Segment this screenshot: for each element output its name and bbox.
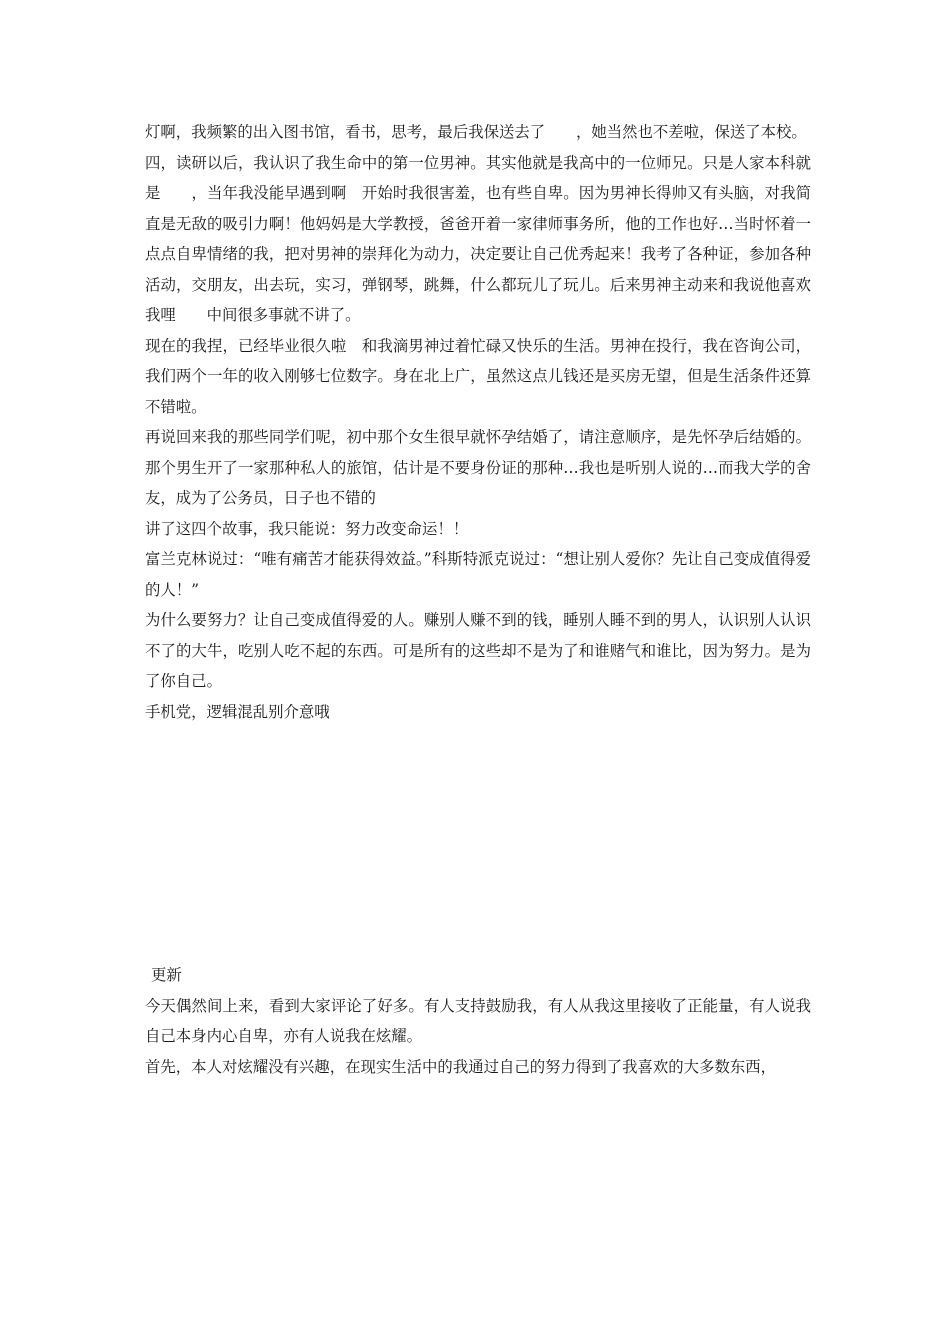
- paragraph-library: 灯啊，我频繁的出入图书馆，看书，思考，最后我保送去了 ，她当然也不差啦，保送了本校。: [145, 123, 807, 141]
- paragraph-now: 现在的我捏，已经毕业很久啦 和我滴男神过着忙碌又快乐的生活。男神在投行，我在咨询公司，我们两个一年的收入刚够七位数字。身在北上广，虽然这点儿钱还是买房无望，但是生活条件还算不错啦。: [145, 336, 811, 416]
- paragraph-grad-school: 四，读研以后，我认识了我生命中的第一位男神。其实他就是我高中的一位师兄。只是人家本科就是 ，当年我没能早遇到啊 开始时我很害羞，也有些自卑。因为男神长得帅又有头脑，对我简直是无敌的吸引力啊！他妈妈是大学教授，爸爸开着一家律师事务所，他的工作也好…当时怀着一点点自卑情绪的我，把对男神的崇拜化为动力，决定要让自己优秀起来！我考了各种证，参加各种活动，交朋友，出去玩，实习，弹钢琴，跳舞，什么都玩儿了玩儿。后来男神主动来和我说他喜欢我哩 中间很多事就不讲了。: [145, 153, 811, 324]
- update-heading: 更新: [151, 966, 182, 984]
- paragraph-mobile-note: 手机党，逻辑混乱别介意哦: [145, 702, 330, 721]
- document-body: [145, 117, 811, 1082]
- paragraph-why-effort: 为什么要努力？让自己变成值得爱的人。赚别人赚不到的钱，睡别人睡不到的男人，认识别人认识不了的大牛，吃别人吃不起的东西。可是所有的这些却不是为了和谁赌气和谁比，因为努力。是为了你自己。: [145, 611, 811, 690]
- update-paragraph-not-showing-off: 首先，本人对炫耀没有兴趣，在现实生活中的我通过自己的努力得到了我喜欢的大多数东西，: [145, 1057, 777, 1076]
- paragraph-classmates: 再说回来我的那些同学们呢，初中那个女生很早就怀孕结婚了，请注意顺序，是先怀孕后结婚的。那个男生开了一家那种私人的旅馆，估计是不要身份证的那种…我也是听别人说的…而我大学的舍友，成为了公务员，日子也不错的: [145, 428, 811, 507]
- update-paragraph-comments: 今天偶然间上来，看到大家评论了好多。有人支持鼓励我，有人从我这里接收了正能量，有人说我自己本身内心自卑，亦有人说我在炫耀。: [145, 996, 811, 1045]
- blank-space: [145, 727, 811, 960]
- paragraph-conclusion: 讲了这四个故事，我只能说：努力改变命运！！: [145, 519, 469, 538]
- paragraph-quotes: 富兰克林说过：“唯有痛苦才能获得效益。”科斯特派克说过：“想让别人爱你？先让自己变成值得爱的人！”: [145, 550, 811, 599]
